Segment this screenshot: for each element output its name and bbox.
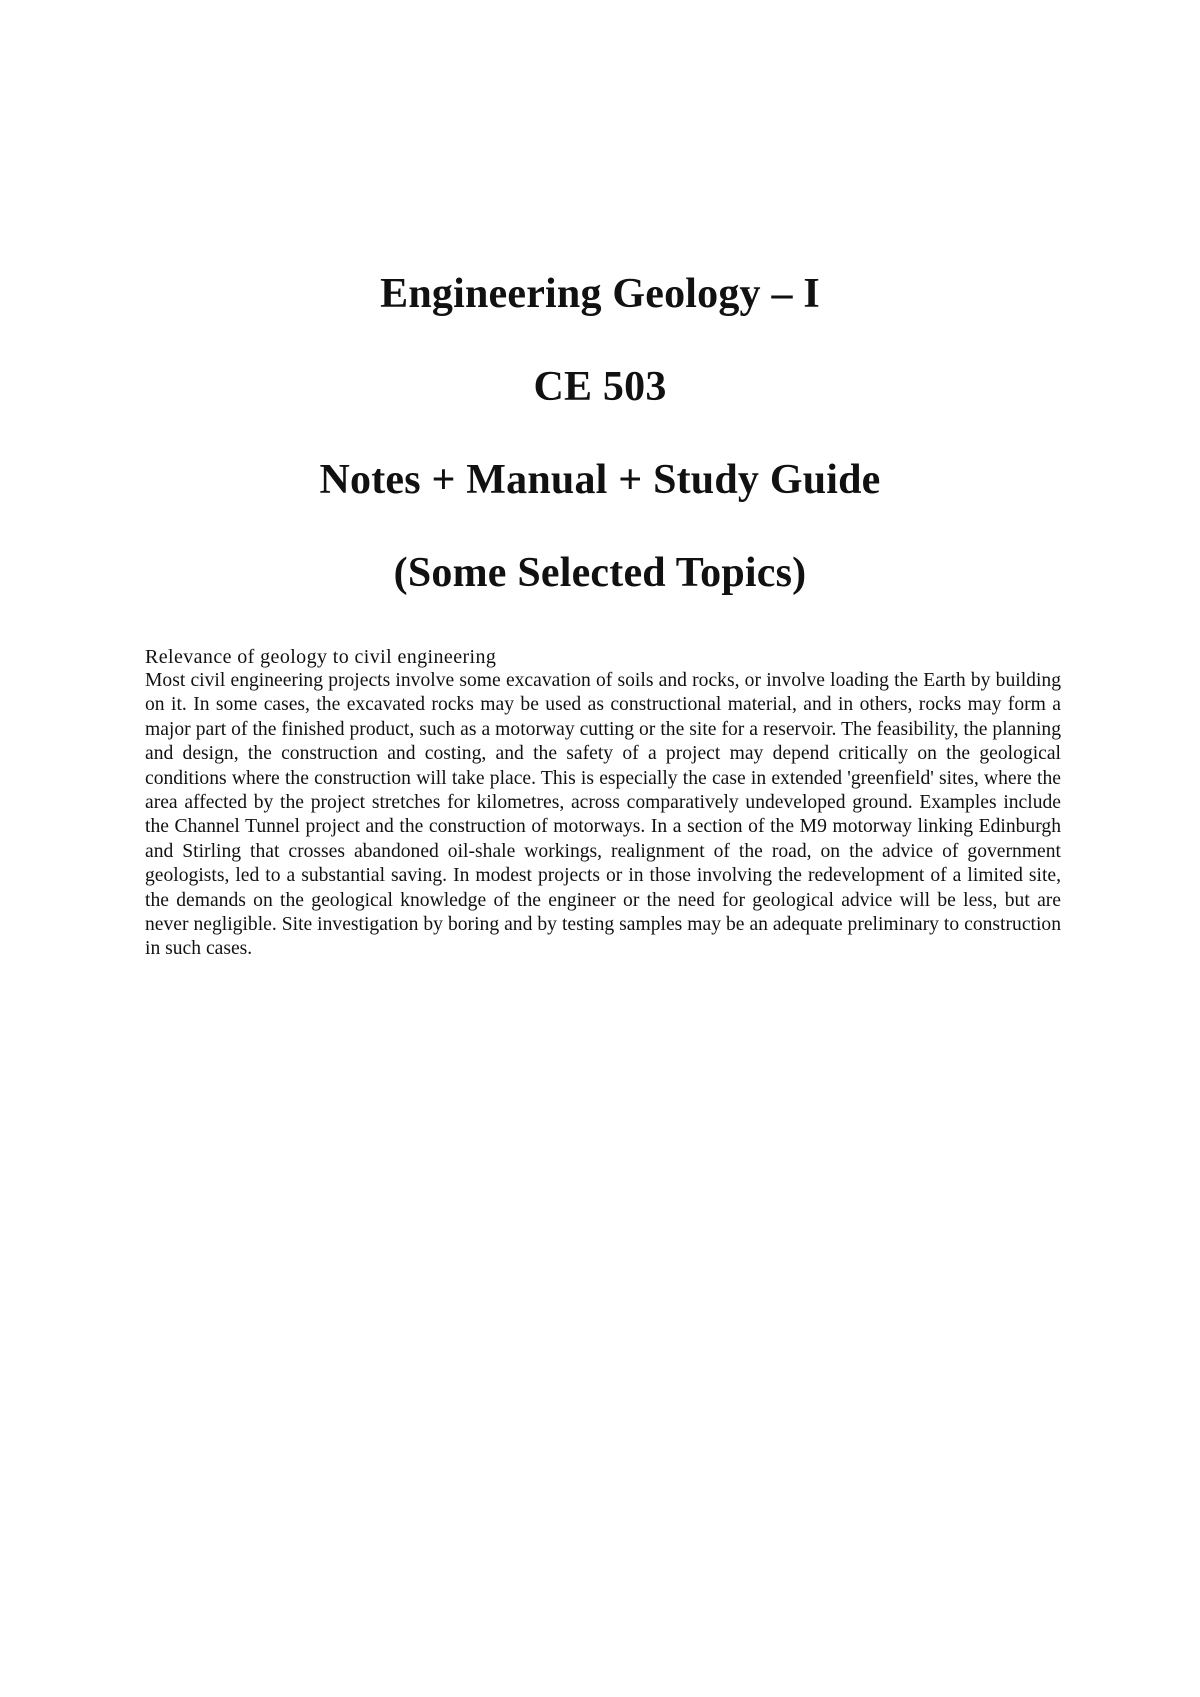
- section-relevance: [145, 645, 1061, 962]
- document-subtitle: Notes + Manual + Study Guide: [319, 457, 881, 503]
- document-title: Engineering Geology – I: [380, 271, 820, 317]
- section-heading: Relevance of geology to civil engineering: [145, 646, 497, 668]
- document-note: (Some Selected Topics): [393, 550, 807, 596]
- course-code: CE 503: [533, 364, 667, 410]
- section-body: Most civil engineering projects involve some excavation of soils and rocks, or involve loading the Earth by building on it. In some cases, the excavated rocks may be used as constructional material, and in others, rocks may form a major part of the finished product, such as a motorway cutting or the site for a reservoir. The feasibility, the planning and design, the construction and costing, and the safety of a project may depend critically on the geological conditions where the construction will take place. This is especially the case in extended 'greenfield' sites, where the area affected by the project stretches for kilometres, across comparatively undeveloped ground. Examples include the Channel Tunnel project and the construction of motorways. In a section of the M9 motorway linking Edinburgh and Stirling that crosses abandoned oil-shale workings, realignment of the road, on the advice of government geologists, led to a substantial saving. In modest projects or in those involving the redevelopment of a limited site, the demands on the geological knowledge of the engineer or the need for geological advice will be less, but are never negligible. Site investigation by boring and by testing samples may be an adequate preliminary to construction in such cases.: [145, 670, 1061, 960]
